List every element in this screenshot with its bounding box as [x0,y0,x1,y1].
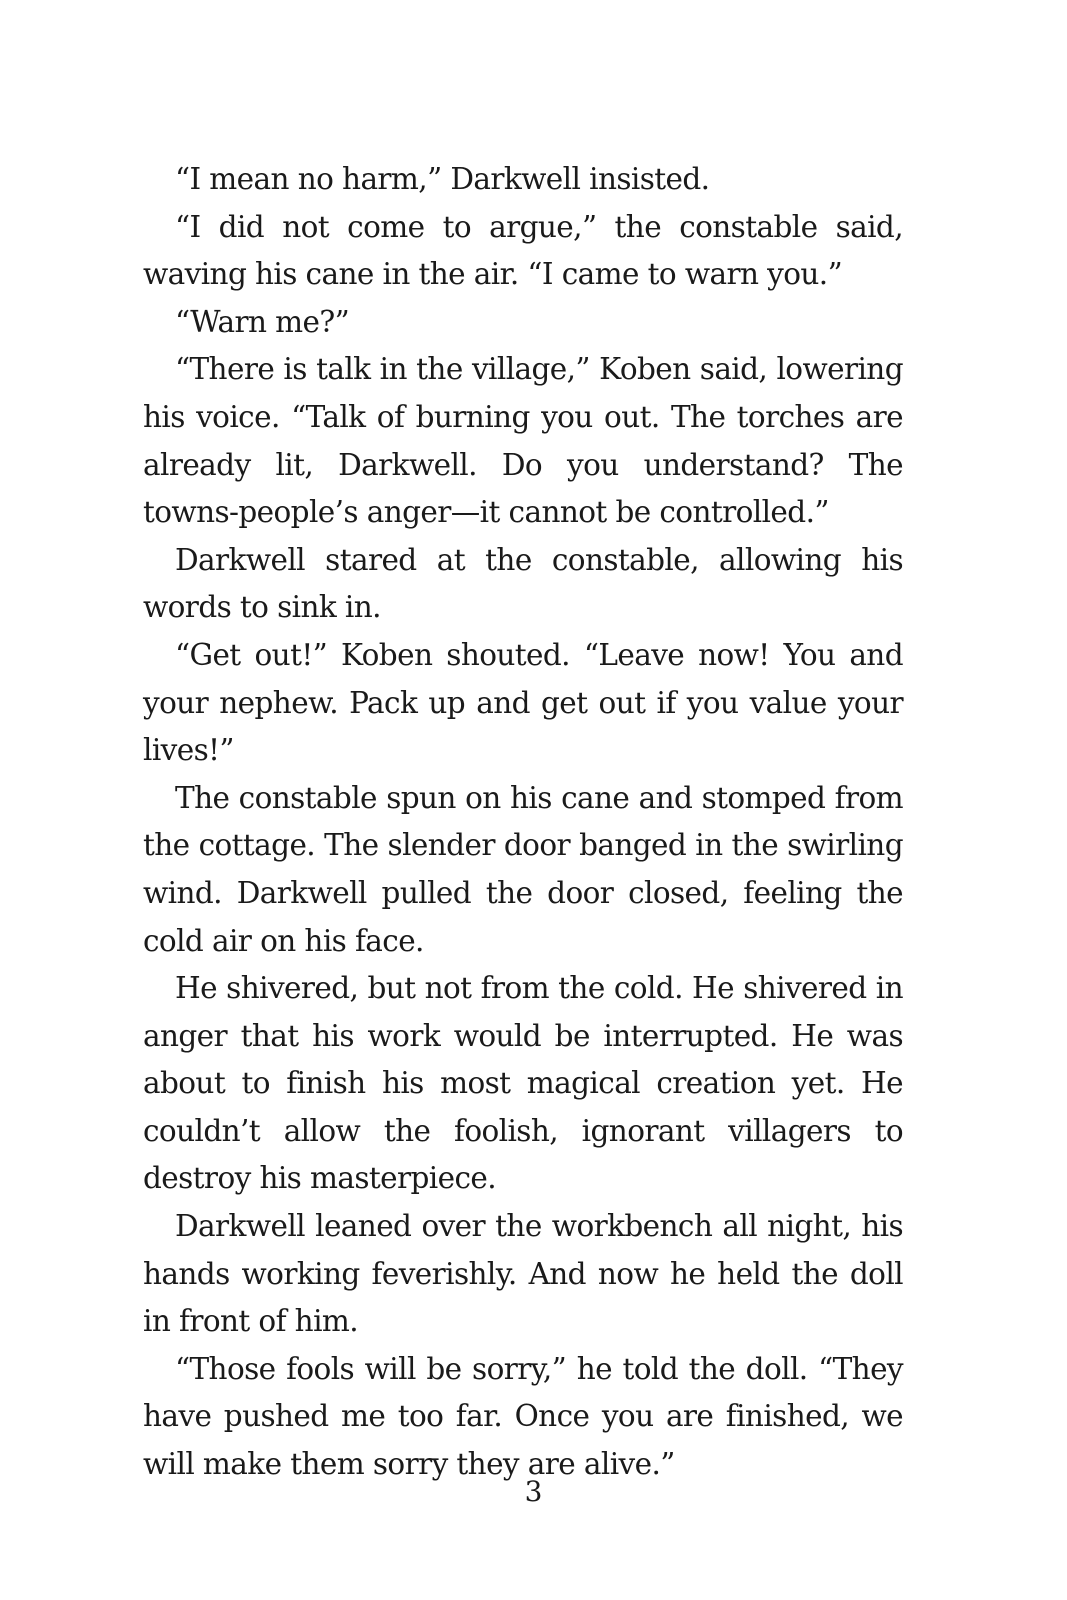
paragraph: He shivered, but not from the cold. He shivered in anger that his work would be interrupted. He was about to finish his most magical creation yet. He couldn’t allow the foolish, ignorant villagers to destroy his masterpiece. [143,971,903,1196]
paragraph: Darkwell leaned over the workbench all night, his hands working feverishly. And now he held the doll in front of him. [143,1209,903,1339]
paragraph: Darkwell stared at the constable, allowing his words to sink in. [143,542,903,625]
paragraph: “There is talk in the village,” Koben said, lowering his voice. “Talk of burning you out. The torches are already lit, Darkwell. Do you understand? The towns-people’s anger—it cannot be controlled.” [143,352,903,530]
paragraph: “Get out!” Koben shouted. “Leave now! You and your nephew. Pack up and get out if you value your lives!” [143,637,903,768]
paragraph: The constable spun on his cane and stomped from the cottage. The slender door banged in the swirling wind. Darkwell pulled the door closed, feeling the cold air on his face. [143,780,903,958]
paragraph: “Those fools will be sorry,” he told the doll. “They have pushed me too far. Once you are finished, we will make them sorry they are alive.” [143,1351,903,1482]
page-body [143,156,903,1489]
paragraph: “Warn me?” [175,304,350,339]
paragraph: “I mean no harm,” Darkwell insisted. [175,162,710,196]
paragraph: “I did not come to argue,” the constable said, waving his cane in the air. “I came to warn you.” [143,209,903,292]
page-number: 3 [524,1475,543,1508]
